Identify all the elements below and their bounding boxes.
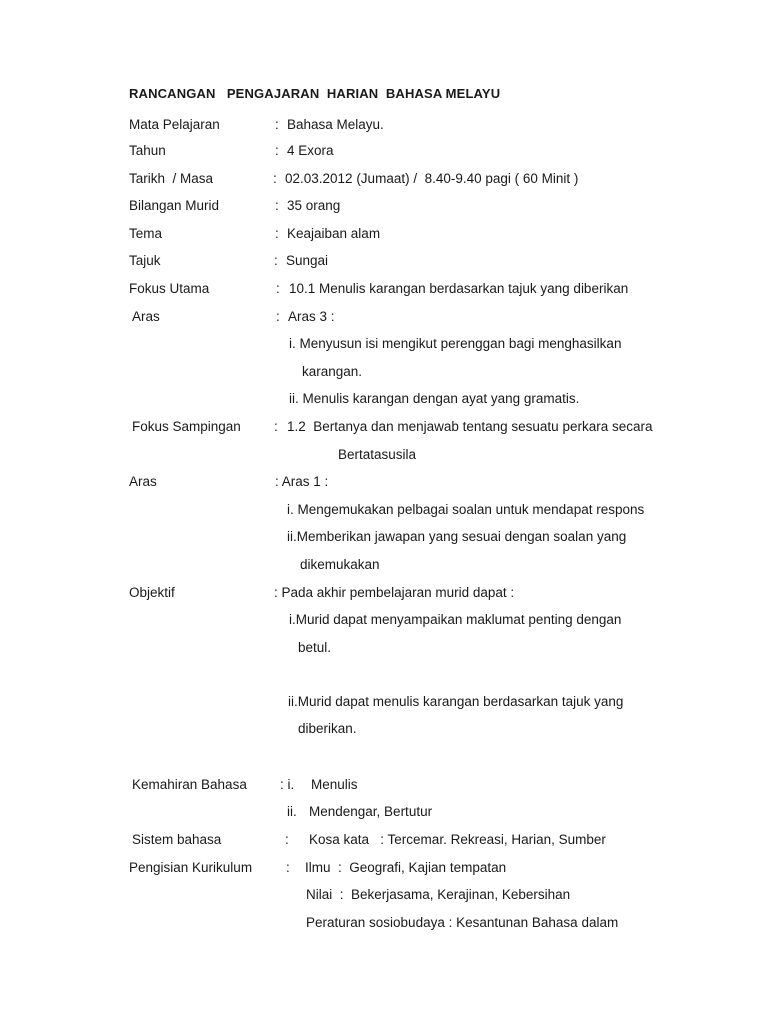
list-item: i. Mengemukakan pelbagai soalan untuk mendapat respons (287, 502, 645, 517)
colon: : (285, 832, 289, 847)
label-fokus-utama: Fokus Utama (129, 281, 210, 296)
list-item: i.Murid dapat menyampaikan maklumat penting dengan (289, 612, 622, 627)
list-item-continuation: dikemukakan (300, 557, 380, 572)
value-peraturan-sosiobudaya: Peraturan sosiobudaya : Kesantunan Bahasa dalam (306, 915, 619, 930)
colon: : (276, 309, 280, 324)
value-aras-sampingan: : Aras 1 : (275, 474, 329, 489)
value-sistem-bahasa: Kosa kata : Tercemar. Rekreasi, Harian, Sumber (309, 832, 606, 847)
value-ilmu: Ilmu : Geografi, Kajian tempatan (305, 860, 507, 875)
label-aras: Aras (132, 309, 160, 324)
label-fokus-sampingan: Fokus Sampingan (132, 419, 241, 434)
value-mata-pelajaran: Bahasa Melayu. (287, 117, 384, 132)
value-objektif: : Pada akhir pembelajaran murid dapat : (274, 585, 515, 600)
item-number: ii. (287, 804, 297, 819)
label-tahun: Tahun (129, 143, 166, 158)
label-bilangan-murid: Bilangan Murid (129, 198, 220, 213)
label-sistem-bahasa: Sistem bahasa (132, 832, 222, 847)
value-fokus-sampingan: 1.2 Bertanya dan menjawab tentang sesuatu perkara secara (287, 419, 653, 434)
value-continuation: Bertatasusila (338, 447, 417, 462)
list-item: ii.Murid dapat menulis karangan berdasarkan tajuk yang (288, 694, 624, 709)
value-aras-utama: Aras 3 : (288, 309, 335, 324)
list-item-continuation: betul. (298, 640, 332, 655)
colon-item-number: : i. (280, 777, 295, 792)
list-item: i. Menyusun isi mengikut perenggan bagi menghasilkan (289, 336, 622, 351)
list-item-continuation: diberikan. (298, 721, 357, 736)
colon: : (275, 143, 279, 158)
colon: : (275, 117, 279, 132)
colon: : (275, 198, 279, 213)
label-kemahiran-bahasa: Kemahiran Bahasa (132, 777, 247, 792)
document-title: RANCANGAN PENGAJARAN HARIAN BAHASA MELAYU (129, 86, 501, 101)
label-tema: Tema (129, 226, 163, 241)
list-item: ii. Menulis karangan dengan ayat yang gramatis. (289, 391, 580, 406)
value-kemahiran-2: Mendengar, Bertutur (309, 804, 433, 819)
value-tajuk: Sungai (286, 253, 329, 268)
colon: : (276, 281, 280, 296)
colon: : (274, 419, 278, 434)
label-tajuk: Tajuk (129, 253, 161, 268)
label-tarikh-masa: Tarikh / Masa (129, 171, 214, 186)
value-fokus-utama: 10.1 Menulis karangan berdasarkan tajuk yang diberikan (289, 281, 629, 296)
colon: : (275, 226, 279, 241)
colon: : (286, 860, 290, 875)
value-nilai: Nilai : Bekerjasama, Kerajinan, Kebersihan (306, 887, 571, 902)
label-mata-pelajaran: Mata Pelajaran (129, 117, 220, 132)
colon: : (273, 171, 277, 186)
label-pengisian-kurikulum: Pengisian Kurikulum (129, 860, 253, 875)
value-tema: Keajaiban alam (287, 226, 381, 241)
list-item-continuation: karangan. (302, 364, 363, 379)
value-kemahiran-1: Menulis (311, 777, 358, 792)
value-tarikh-masa: 02.03.2012 (Jumaat) / 8.40-9.40 pagi ( 60 Minit ) (285, 171, 579, 186)
colon: : (274, 253, 278, 268)
label-objektif: Objektif (129, 585, 175, 600)
label-aras: Aras (129, 474, 157, 489)
value-bilangan-murid: 35 orang (287, 198, 341, 213)
value-tahun: 4 Exora (287, 143, 334, 158)
list-item: ii.Memberikan jawapan yang sesuai dengan soalan yang (287, 529, 627, 544)
